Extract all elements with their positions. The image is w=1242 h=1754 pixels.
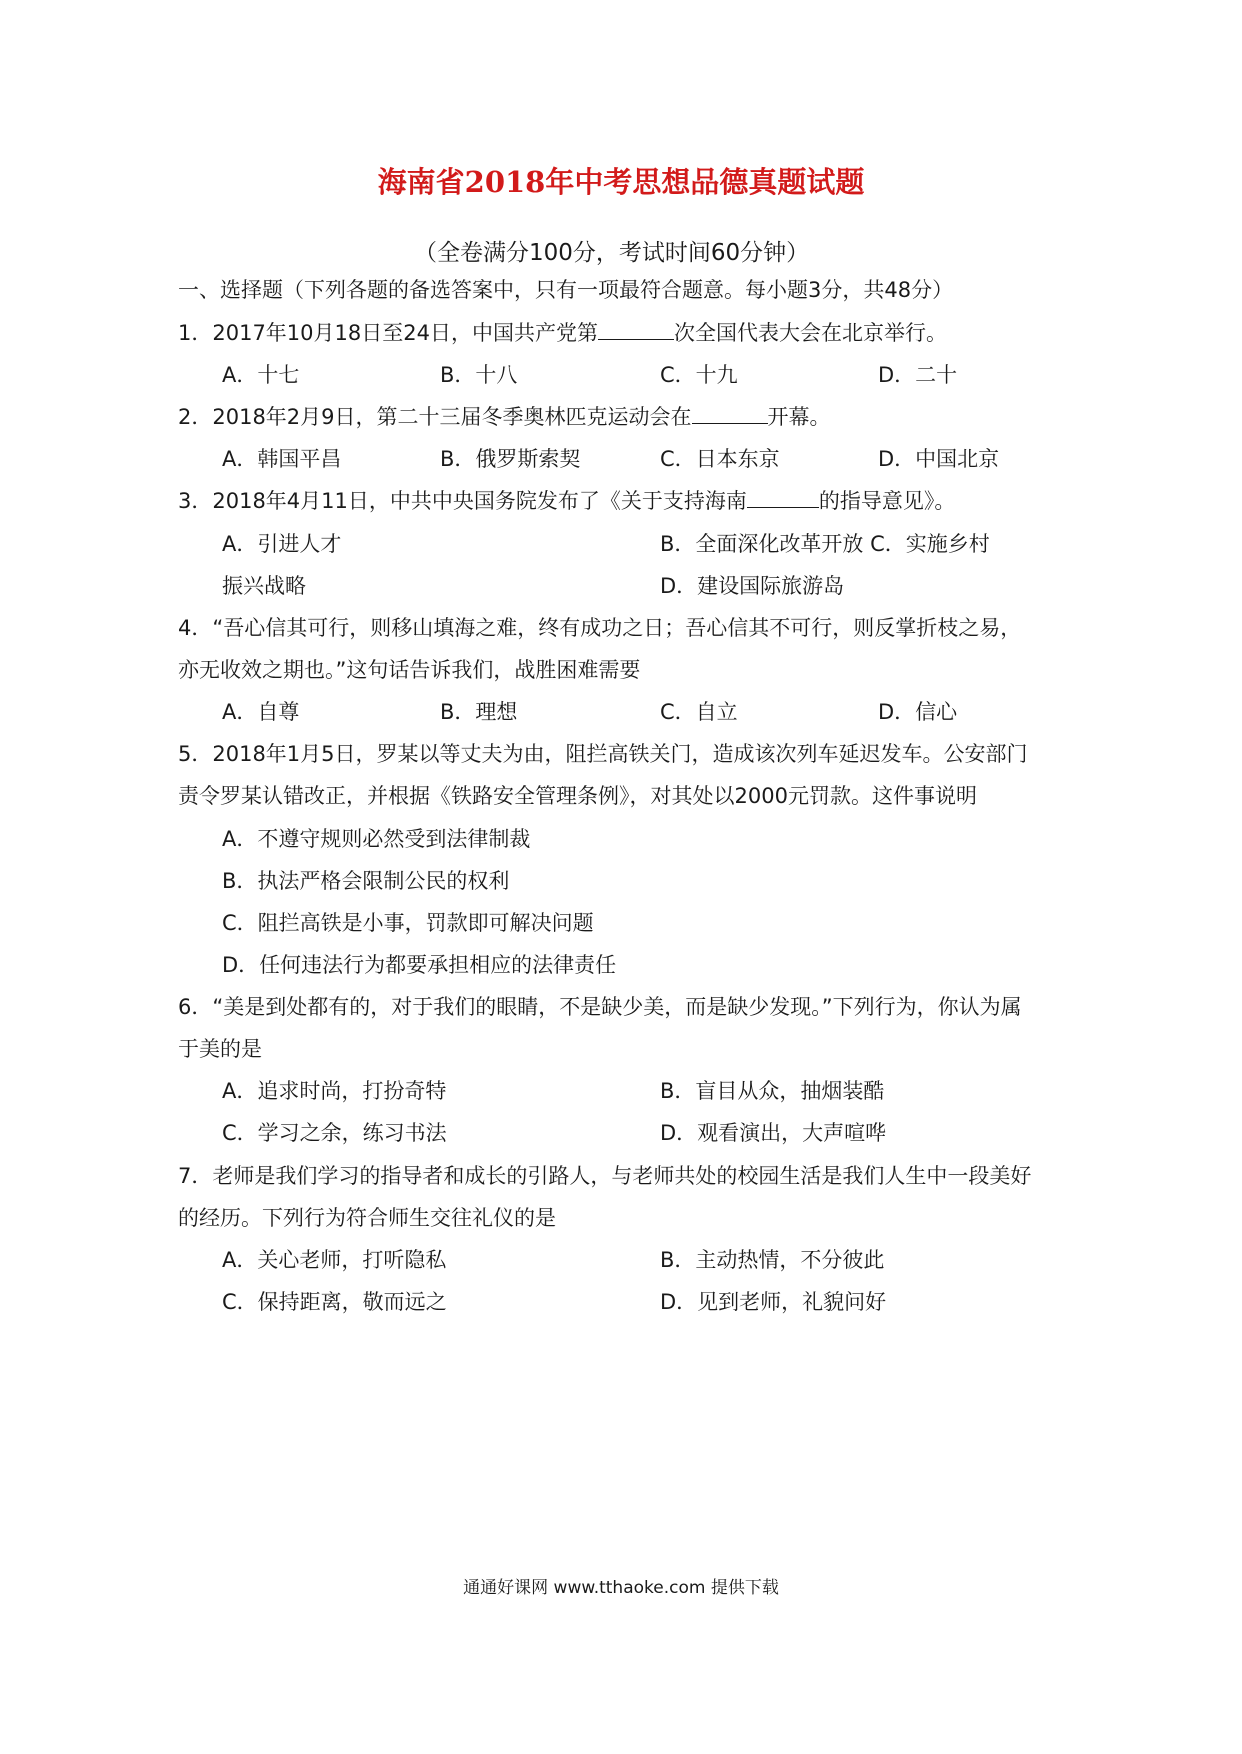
page-subtitle: （全卷满分100分，考试时间60分钟） [414, 240, 810, 266]
question-4-option-b: B．理想 [440, 700, 518, 724]
question-4-option-a: A．自尊 [222, 700, 300, 724]
footer-text: 通通好课网 www.tthaoke.com 提供下载 [463, 1578, 779, 1598]
answer-blank [598, 319, 674, 340]
answer-blank [747, 487, 819, 508]
question-6-option-a: A．追求时尚，打扮奇特 [222, 1079, 447, 1103]
question-1-option-b: B．十八 [440, 363, 518, 387]
question-5-option-b: B．执法严格会限制公民的权利 [222, 869, 510, 893]
question-3-option-d: D．建设国际旅游岛 [660, 574, 845, 598]
question-5-option-a: A．不遵守规则必然受到法律制裁 [222, 827, 531, 851]
question-3-option-bc: B．全面深化改革开放 C．实施乡村 [660, 532, 990, 556]
question-2-option-a: A．韩国平昌 [222, 447, 342, 471]
question-6-stem-line-1: 6．“美是到处都有的，对于我们的眼睛，不是缺少美，而是缺少发现。”下列行为，你认为属 [178, 995, 1022, 1019]
question-2-option-b: B．俄罗斯索契 [440, 447, 581, 471]
question-2-stem [178, 403, 831, 431]
question-5-stem-line-2: 责令罗某认错改正，并根据《铁路安全管理条例》，对其处以2000元罚款。这件事说明 [178, 784, 977, 808]
question-7-option-b: B．主动热情，不分彼此 [660, 1248, 885, 1272]
question-7-option-d: D．见到老师，礼貌问好 [660, 1290, 887, 1314]
question-3-option-c-continued: 振兴战略 [222, 574, 306, 598]
question-1-option-d: D．二十 [878, 363, 958, 387]
question-7-option-a: A．关心老师，打听隐私 [222, 1248, 447, 1272]
question-5-stem-line-1: 5．2018年1月5日，罗某以等丈夫为由，阻拦高铁关门，造成该次列车延迟发车。公安部门 [178, 742, 1028, 766]
question-7-stem-line-2: 的经历。下列行为符合师生交往礼仪的是 [178, 1206, 556, 1230]
question-5-option-c: C．阻拦高铁是小事，罚款即可解决问题 [222, 911, 594, 935]
question-3-option-a: A．引进人才 [222, 532, 342, 556]
question-6-option-d: D．观看演出，大声喧哗 [660, 1121, 887, 1145]
question-6-stem-line-2: 于美的是 [178, 1037, 262, 1061]
question-3-text-post: 的指导意见》。 [818, 489, 956, 513]
question-2-text-pre: 2．2018年2月9日，第二十三届冬季奥林匹克运动会在 [178, 405, 692, 429]
question-4-stem-line-1: 4．“吾心信其可行，则移山填海之难，终有成功之日；吾心信其不可行，则反掌折枝之易， [178, 616, 1022, 640]
section-heading: 一、选择题（下列各题的备选答案中，只有一项最符合题意。每小题3分，共48分） [178, 278, 954, 302]
question-7-option-c: C．保持距离，敬而远之 [222, 1290, 447, 1314]
question-6-option-b: B．盲目从众，抽烟装酷 [660, 1079, 885, 1103]
question-3-stem [178, 487, 955, 515]
question-4-option-d: D．信心 [878, 700, 958, 724]
question-7-stem-line-1: 7．老师是我们学习的指导者和成长的引路人，与老师共处的校园生活是我们人生中一段美好 [178, 1164, 1032, 1188]
question-1-stem [178, 319, 947, 347]
question-2-option-d: D．中国北京 [878, 447, 1000, 471]
answer-blank [692, 403, 768, 424]
question-2-option-c: C．日本东京 [660, 447, 780, 471]
question-6-option-c: C．学习之余，练习书法 [222, 1121, 447, 1145]
question-2-text-post: 开幕。 [767, 405, 831, 429]
page-title: 海南省2018年中考思想品德真题试题 [377, 165, 865, 199]
question-1-text-pre: 1．2017年10月18日至24日，中国共产党第 [178, 321, 598, 345]
question-1-option-c: C．十九 [660, 363, 738, 387]
question-1-text-post: 次全国代表大会在北京举行。 [673, 321, 947, 345]
question-4-option-c: C．自立 [660, 700, 738, 724]
question-3-text-pre: 3．2018年4月11日，中共中央国务院发布了《关于支持海南 [178, 489, 747, 513]
question-1-option-a: A．十七 [222, 363, 300, 387]
question-4-stem-line-2: 亦无收效之期也。”这句话告诉我们，战胜困难需要 [178, 658, 641, 682]
question-5-option-d: D．任何违法行为都要承担相应的法律责任 [222, 953, 617, 977]
